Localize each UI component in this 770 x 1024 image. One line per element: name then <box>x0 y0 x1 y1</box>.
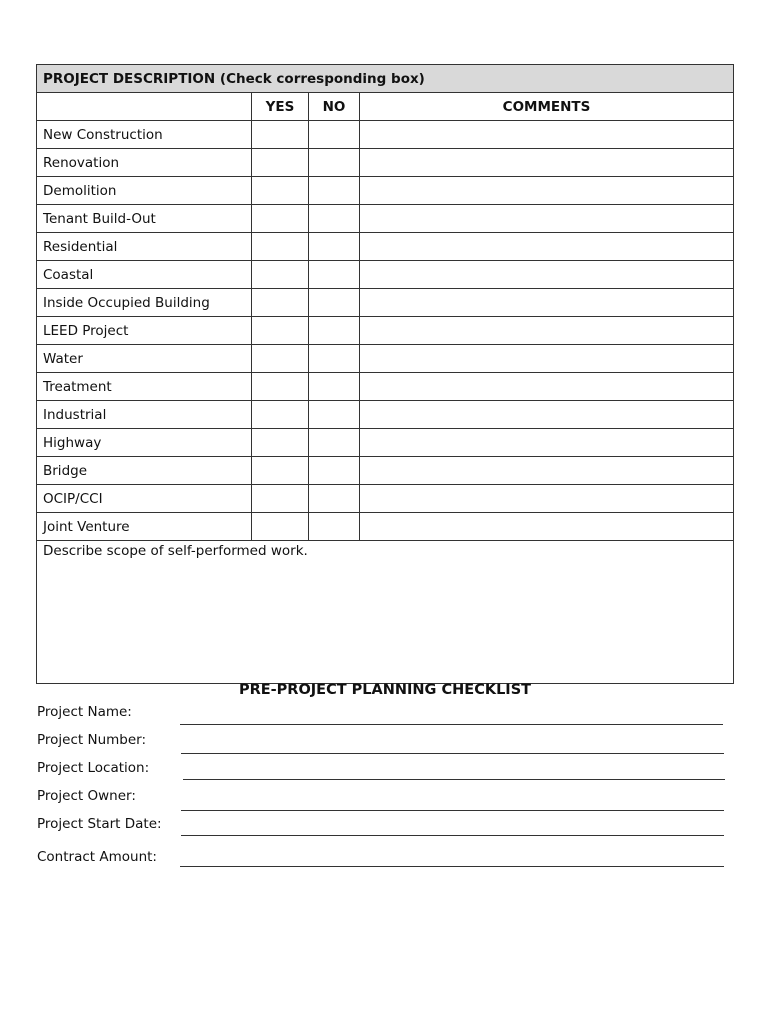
comments-cell[interactable] <box>360 513 734 541</box>
checklist-title: PRE-PROJECT PLANNING CHECKLIST <box>238 682 532 698</box>
row-label: Water <box>37 345 252 373</box>
no-checkbox-cell[interactable] <box>309 261 360 289</box>
column-header-no: NO <box>309 93 360 121</box>
field-input-line[interactable] <box>181 835 724 836</box>
table-row <box>37 121 734 149</box>
no-checkbox-cell[interactable] <box>309 121 360 149</box>
row-label: Renovation <box>37 149 252 177</box>
table-row <box>37 233 734 261</box>
comments-cell[interactable] <box>360 233 734 261</box>
no-checkbox-cell[interactable] <box>309 317 360 345</box>
table-row <box>37 345 734 373</box>
comments-cell[interactable] <box>360 261 734 289</box>
field-input-line[interactable] <box>180 724 723 725</box>
field-label: Project Owner: <box>37 788 136 804</box>
table-row <box>37 289 734 317</box>
comments-cell[interactable] <box>360 177 734 205</box>
yes-checkbox-cell[interactable] <box>252 233 309 261</box>
row-label: Treatment <box>37 373 252 401</box>
table-row <box>37 513 734 541</box>
table-row <box>37 373 734 401</box>
no-checkbox-cell[interactable] <box>309 457 360 485</box>
field-input-line[interactable] <box>181 753 724 754</box>
row-label: Highway <box>37 429 252 457</box>
scope-input-area[interactable] <box>37 541 734 684</box>
table-row <box>37 149 734 177</box>
field-input-line[interactable] <box>181 810 724 811</box>
field-label: Project Name: <box>37 704 132 720</box>
column-header-yes: YES <box>252 93 309 121</box>
field-label: Contract Amount: <box>37 849 157 865</box>
table-row <box>37 177 734 205</box>
field-label: Project Location: <box>37 760 150 776</box>
yes-checkbox-cell[interactable] <box>252 317 309 345</box>
comments-cell[interactable] <box>360 121 734 149</box>
table-row <box>37 457 734 485</box>
no-checkbox-cell[interactable] <box>309 205 360 233</box>
column-header-blank <box>37 93 252 121</box>
yes-checkbox-cell[interactable] <box>252 401 309 429</box>
column-header-comments: COMMENTS <box>360 93 734 121</box>
table-row <box>37 317 734 345</box>
table-row <box>37 261 734 289</box>
yes-checkbox-cell[interactable] <box>252 485 309 513</box>
yes-checkbox-cell[interactable] <box>252 121 309 149</box>
table-row <box>37 205 734 233</box>
no-checkbox-cell[interactable] <box>309 373 360 401</box>
row-label: Inside Occupied Building <box>37 289 252 317</box>
no-checkbox-cell[interactable] <box>309 429 360 457</box>
comments-cell[interactable] <box>360 485 734 513</box>
yes-checkbox-cell[interactable] <box>252 205 309 233</box>
yes-checkbox-cell[interactable] <box>252 177 309 205</box>
row-label: Joint Venture <box>37 513 252 541</box>
yes-checkbox-cell[interactable] <box>252 373 309 401</box>
project-description-table <box>36 64 734 684</box>
table-title: PROJECT DESCRIPTION (Check corresponding box) <box>37 65 734 93</box>
yes-checkbox-cell[interactable] <box>252 149 309 177</box>
column-header-row <box>37 93 734 121</box>
project-description-section <box>36 64 733 684</box>
table-row <box>37 429 734 457</box>
comments-cell[interactable] <box>360 149 734 177</box>
comments-cell[interactable] <box>360 429 734 457</box>
comments-cell[interactable] <box>360 401 734 429</box>
no-checkbox-cell[interactable] <box>309 513 360 541</box>
field-label: Project Number: <box>37 732 147 748</box>
table-row <box>37 401 734 429</box>
row-label: Demolition <box>37 177 252 205</box>
table-row <box>37 485 734 513</box>
field-label: Project Start Date: <box>37 816 162 832</box>
comments-cell[interactable] <box>360 345 734 373</box>
yes-checkbox-cell[interactable] <box>252 457 309 485</box>
no-checkbox-cell[interactable] <box>309 289 360 317</box>
scope-label: Describe scope of self-performed work. <box>43 543 308 559</box>
comments-cell[interactable] <box>360 289 734 317</box>
table-title-row <box>37 65 734 93</box>
yes-checkbox-cell[interactable] <box>252 289 309 317</box>
comments-cell[interactable] <box>360 317 734 345</box>
yes-checkbox-cell[interactable] <box>252 345 309 373</box>
row-label: Industrial <box>37 401 252 429</box>
no-checkbox-cell[interactable] <box>309 345 360 373</box>
row-label: Bridge <box>37 457 252 485</box>
row-label: New Construction <box>37 121 252 149</box>
row-label: Residential <box>37 233 252 261</box>
row-label: Coastal <box>37 261 252 289</box>
comments-cell[interactable] <box>360 457 734 485</box>
yes-checkbox-cell[interactable] <box>252 513 309 541</box>
no-checkbox-cell[interactable] <box>309 177 360 205</box>
row-label: OCIP/CCI <box>37 485 252 513</box>
row-label: LEED Project <box>37 317 252 345</box>
yes-checkbox-cell[interactable] <box>252 261 309 289</box>
field-input-line[interactable] <box>183 779 725 780</box>
no-checkbox-cell[interactable] <box>309 401 360 429</box>
comments-cell[interactable] <box>360 205 734 233</box>
comments-cell[interactable] <box>360 373 734 401</box>
row-label: Tenant Build-Out <box>37 205 252 233</box>
scope-row <box>37 541 734 684</box>
yes-checkbox-cell[interactable] <box>252 429 309 457</box>
no-checkbox-cell[interactable] <box>309 149 360 177</box>
no-checkbox-cell[interactable] <box>309 233 360 261</box>
no-checkbox-cell[interactable] <box>309 485 360 513</box>
field-input-line[interactable] <box>180 866 724 867</box>
